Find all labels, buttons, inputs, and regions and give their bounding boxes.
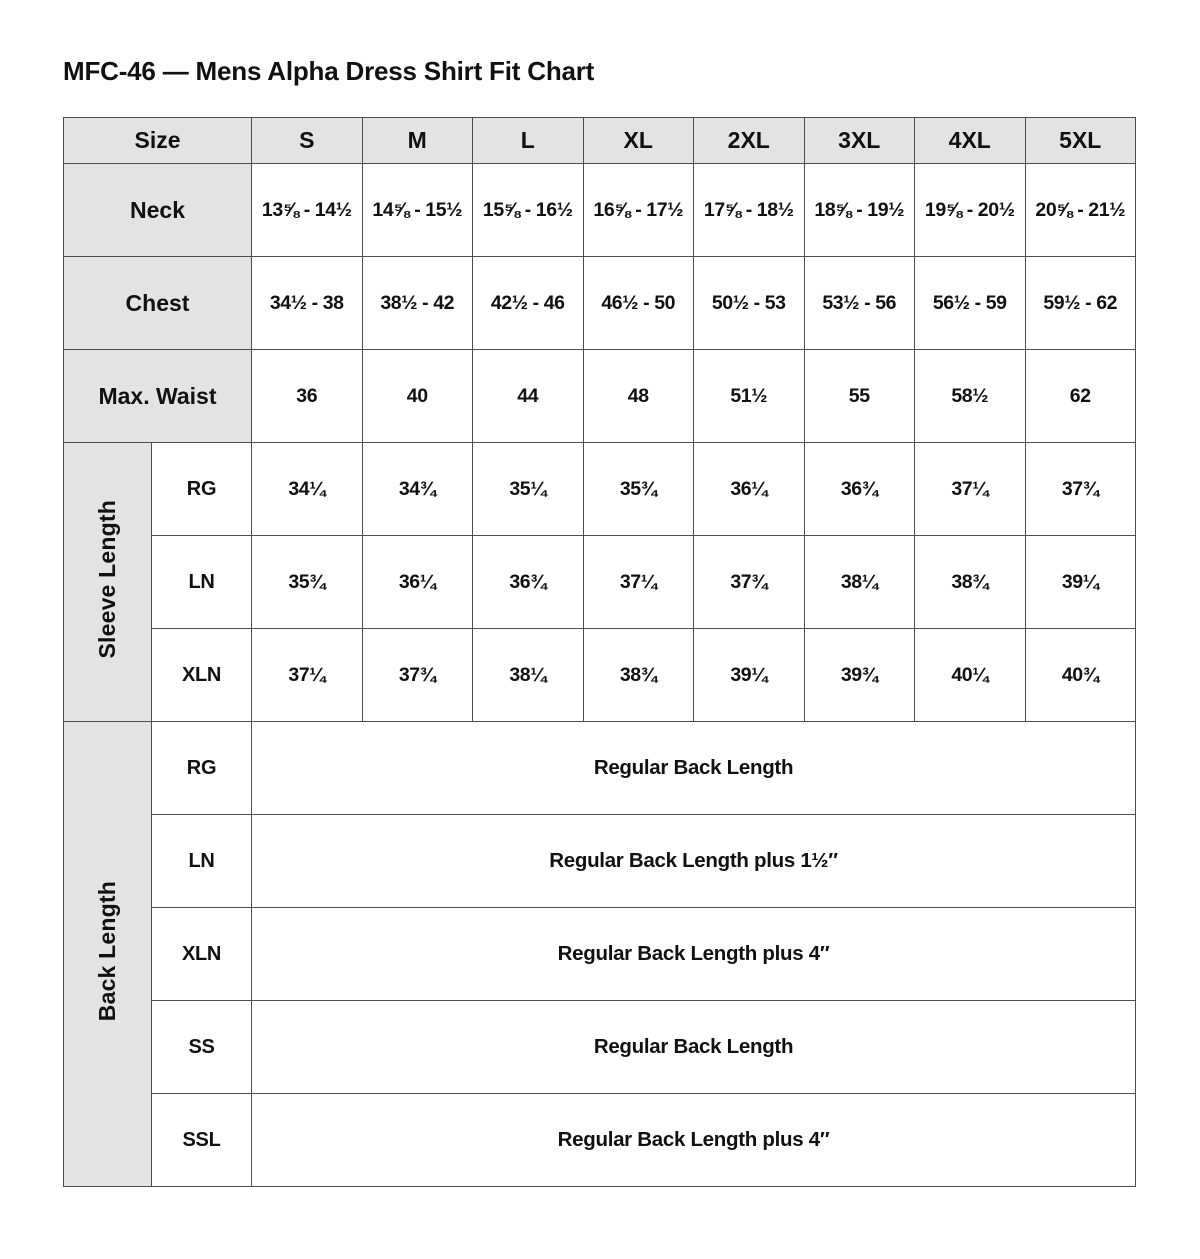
sleeve-code-cell: XLN (152, 629, 252, 722)
size-col-header: L (473, 118, 584, 164)
chest-value-cell: 46½ - 50 (583, 257, 694, 350)
sleeve-value-cell: 36¾ (804, 443, 915, 536)
neck-value-cell: 17⅝ - 18½ (694, 164, 805, 257)
neck-value-cell: 19⅝ - 20½ (915, 164, 1026, 257)
sleeve-value-cell: 37¼ (583, 536, 694, 629)
max-waist-value-cell: 40 (362, 350, 473, 443)
size-col-header: S (252, 118, 363, 164)
sleeve-value-cell: 38¼ (804, 536, 915, 629)
chest-value-cell: 38½ - 42 (362, 257, 473, 350)
sleeve-value-cell: 37¾ (362, 629, 473, 722)
sleeve-value-cell: 36¼ (694, 443, 805, 536)
size-col-header: 2XL (694, 118, 805, 164)
sleeve-length-label-text: Sleeve Length (94, 500, 121, 659)
max-waist-value-cell: 55 (804, 350, 915, 443)
sleeve-value-cell: 38¾ (583, 629, 694, 722)
max-waist-value-cell: 51½ (694, 350, 805, 443)
sleeve-value-cell: 35¾ (252, 536, 363, 629)
sleeve-value-cell: 35¼ (473, 443, 584, 536)
sleeve-value-cell: 36¼ (362, 536, 473, 629)
sleeve-code-cell: RG (152, 443, 252, 536)
chest-value-cell: 50½ - 53 (694, 257, 805, 350)
back-code-cell: LN (152, 815, 252, 908)
max-waist-value-cell: 62 (1025, 350, 1136, 443)
max-waist-value-cell: 58½ (915, 350, 1026, 443)
size-col-header: 3XL (804, 118, 915, 164)
back-code-cell: RG (152, 722, 252, 815)
back-length-label-text: Back Length (94, 881, 121, 1022)
chest-value-cell: 56½ - 59 (915, 257, 1026, 350)
sleeve-value-cell: 36¾ (473, 536, 584, 629)
sleeve-value-cell: 34¾ (362, 443, 473, 536)
size-col-header: XL (583, 118, 694, 164)
chest-value-cell: 34½ - 38 (252, 257, 363, 350)
sleeve-value-cell: 34¼ (252, 443, 363, 536)
sleeve-code-cell: LN (152, 536, 252, 629)
back-code-cell: SS (152, 1001, 252, 1094)
sleeve-value-cell: 39¼ (694, 629, 805, 722)
sleeve-value-cell: 40¾ (1025, 629, 1136, 722)
chest-row (64, 257, 1136, 350)
sleeve-ln-row (64, 536, 1136, 629)
chest-value-cell: 59½ - 62 (1025, 257, 1136, 350)
neck-value-cell: 14⅝ - 15½ (362, 164, 473, 257)
max-waist-value-cell: 36 (252, 350, 363, 443)
size-header-row (64, 118, 1136, 164)
neck-value-cell: 18⅝ - 19½ (804, 164, 915, 257)
chest-value-cell: 53½ - 56 (804, 257, 915, 350)
sleeve-length-section-label (64, 443, 152, 722)
neck-row (64, 164, 1136, 257)
sleeve-xln-row (64, 629, 1136, 722)
back-ss-row (64, 1001, 1136, 1094)
sleeve-value-cell: 39¾ (804, 629, 915, 722)
back-text-cell: Regular Back Length plus 4″ (252, 1094, 1136, 1187)
back-xln-row (64, 908, 1136, 1001)
max-waist-row (64, 350, 1136, 443)
neck-value-cell: 13⅝ - 14½ (252, 164, 363, 257)
sleeve-value-cell: 37¾ (694, 536, 805, 629)
size-col-header: M (362, 118, 473, 164)
sleeve-value-cell: 35¾ (583, 443, 694, 536)
neck-value-cell: 16⅝ - 17½ (583, 164, 694, 257)
sleeve-value-cell: 37¾ (1025, 443, 1136, 536)
chest-value-cell: 42½ - 46 (473, 257, 584, 350)
sleeve-value-cell: 38¾ (915, 536, 1026, 629)
sleeve-value-cell: 38¼ (473, 629, 584, 722)
back-rg-row (64, 722, 1136, 815)
back-text-cell: Regular Back Length (252, 722, 1136, 815)
sleeve-rg-row (64, 443, 1136, 536)
max-waist-value-cell: 48 (583, 350, 694, 443)
size-header-cell: Size (64, 118, 252, 164)
back-ssl-row (64, 1094, 1136, 1187)
back-code-cell: SSL (152, 1094, 252, 1187)
sleeve-value-cell: 37¼ (252, 629, 363, 722)
back-text-cell: Regular Back Length plus 4″ (252, 908, 1136, 1001)
fit-chart-table (63, 117, 1136, 1187)
back-ln-row (64, 815, 1136, 908)
sleeve-value-cell: 40¼ (915, 629, 1026, 722)
size-col-header: 4XL (915, 118, 1026, 164)
back-length-section-label (64, 722, 152, 1187)
max-waist-value-cell: 44 (473, 350, 584, 443)
measure-label-max-waist: Max. Waist (64, 350, 252, 443)
neck-value-cell: 15⅝ - 16½ (473, 164, 584, 257)
size-col-header: 5XL (1025, 118, 1136, 164)
sleeve-value-cell: 37¼ (915, 443, 1026, 536)
measure-label-neck: Neck (64, 164, 252, 257)
back-text-cell: Regular Back Length (252, 1001, 1136, 1094)
sleeve-value-cell: 39¼ (1025, 536, 1136, 629)
page-title: MFC-46 — Mens Alpha Dress Shirt Fit Chart (63, 56, 595, 86)
back-code-cell: XLN (152, 908, 252, 1001)
neck-value-cell: 20⅝ - 21½ (1025, 164, 1136, 257)
measure-label-chest: Chest (64, 257, 252, 350)
back-text-cell: Regular Back Length plus 1½″ (252, 815, 1136, 908)
